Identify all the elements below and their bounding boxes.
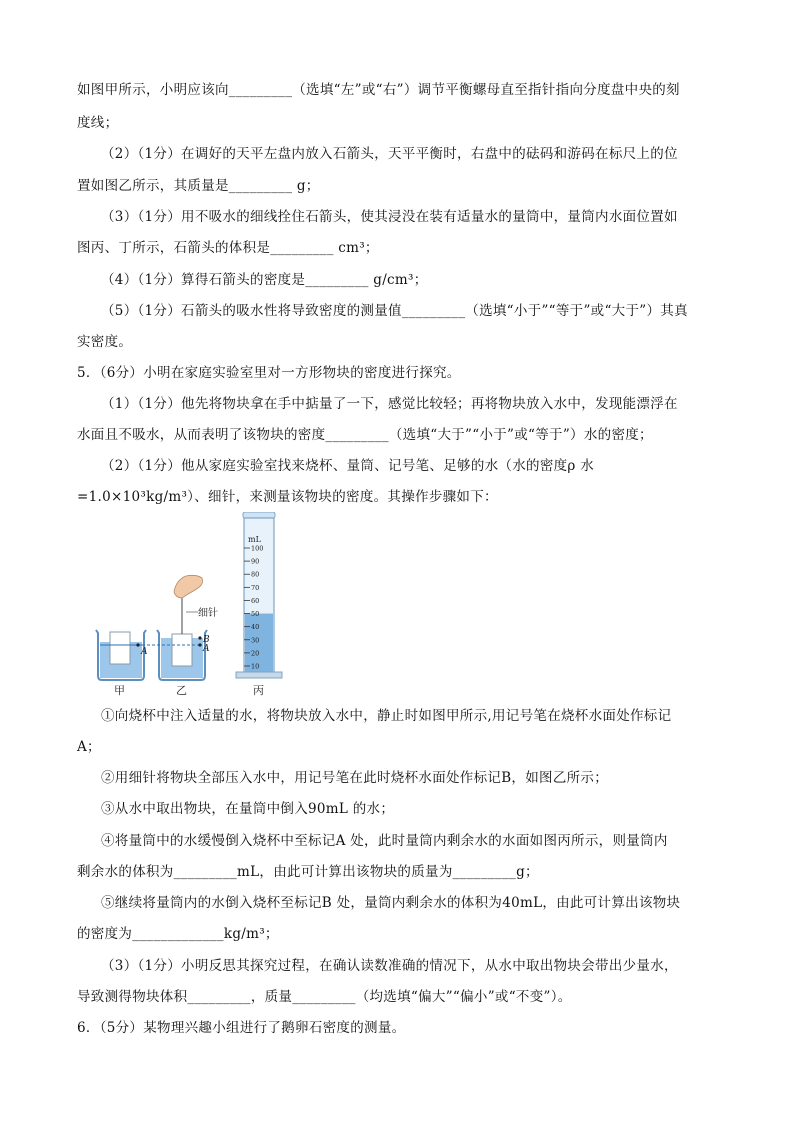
text-line: （3）（1分）用不吸水的细线拴住石箭头，使其浸没在装有适量水的量筒中，量筒内水面位置如: [101, 209, 678, 225]
question-heading: 5．（6分）小明在家庭实验室里对一方形物块的密度进行探究。: [77, 365, 461, 381]
text-line: 度线；: [77, 115, 119, 131]
text-line: =1.0×10³kg/m³）、细针，来测量该物块的密度。其操作步骤如下：: [77, 489, 498, 505]
graduated-cylinder: [236, 512, 282, 678]
beaker-yi: [142, 575, 218, 680]
text-line: 导致测得物块体积_________，质量_________（均选填“偏大”“偏小”或“不变”）。: [77, 989, 572, 1005]
text-line: ①向烧杯中注入适量的水，将物块放入水中，静止时如图甲所示,用记号笔在烧杯水面处作标记: [101, 708, 672, 724]
text-line: 图丙、丁所示，石箭头的体积是_________ cm³；: [77, 240, 379, 256]
hand-icon: [174, 575, 203, 598]
text-line: （3）（1分）小明反思其探究过程，在确认读数准确的情况下，从水中取出物块会带出少量水，: [101, 958, 678, 974]
text-line: （5）（1分）石箭头的吸水性将导致密度的测量值_________（选填“小于”“等于”或“大于”）其真: [101, 303, 688, 319]
text-line: 如图甲所示，小明应该向_________（选填“左”或“右”）调节平衡螺母直至指针指向分度盘中央的刻: [77, 82, 680, 98]
cylinder-tick-label: 50: [251, 610, 260, 619]
mark-a-label: A: [141, 647, 148, 657]
text-line: 置如图乙所示，其质量是_________ g；: [77, 178, 320, 194]
text-line: 的密度为_____________kg/m³；: [77, 926, 279, 942]
text-line: ⑤继续将量筒内的水倒入烧杯至标记B 处，量筒内剩余水的体积为40mL，由此可计算出该物块: [101, 895, 681, 911]
text-line: 剩余水的体积为_________mL，由此可计算出该物块的质量为_________g；: [77, 864, 539, 880]
text-line: 水面且不吸水，从而表明了该物块的密度_________（选填“大于”“小于”或“等于”）水的密度；: [77, 427, 653, 443]
cylinder-tick-label: 10: [251, 662, 260, 671]
mark-b-label: B: [203, 635, 210, 645]
block-floating: [110, 632, 130, 664]
figure-label-jia: 甲: [114, 684, 125, 697]
cylinder-tick-label: 30: [251, 636, 260, 645]
text-line: ③从水中取出物块，在量筒中倒入90mL 的水；: [101, 801, 395, 817]
experiment-figure: [90, 512, 305, 700]
text-line: （2）（1分）在调好的天平左盘内放入石箭头，天平平衡时，右盘中的砝码和游码在标尺上的位: [101, 146, 678, 162]
text-line: 实密度。: [77, 334, 133, 350]
cylinder-tick-label: 60: [251, 596, 260, 605]
text-line: A；: [77, 739, 101, 755]
text-line: （4）（1分）算得石箭头的密度是_________ g/cm³；: [101, 272, 428, 288]
text-line: ④将量筒中的水缓慢倒入烧杯中至标记A 处，此时量筒内剩余水的水面如图丙所示，则量筒内: [101, 833, 668, 849]
beaker-jia: [96, 630, 148, 680]
text-line: ②用细针将物块全部压入水中，用记号笔在此时烧杯水面处作标记B，如图乙所示；: [101, 770, 609, 786]
figure-label-bing: 丙: [253, 684, 264, 697]
cylinder-tick-label: 100: [251, 544, 264, 553]
cylinder-tick-label: 90: [251, 557, 260, 566]
cylinder-tick-label: 80: [251, 570, 260, 579]
text-line: （1）（1分）他先将物块拿在手中掂量了一下，感觉比较轻；再将物块放入水中，发现能漂浮在: [101, 396, 678, 412]
question-heading: 6．（5分）某物理兴趣小组进行了鹅卵石密度的测量。: [77, 1020, 406, 1036]
cylinder-unit: mL: [248, 535, 261, 544]
cylinder-tick-label: 40: [251, 623, 260, 632]
block-submerged: [172, 634, 192, 666]
mark-a-label: A: [203, 644, 210, 654]
cylinder-tick-label: 20: [251, 649, 260, 658]
figure-label-yi: 乙: [176, 684, 187, 697]
text-line: （2）（1分）他从家庭实验室找来烧杯、量筒、记号笔、足够的水（水的密度ρ 水: [101, 458, 595, 474]
cylinder-tick-label: 70: [251, 583, 260, 592]
needle-label: 细针: [198, 608, 218, 619]
